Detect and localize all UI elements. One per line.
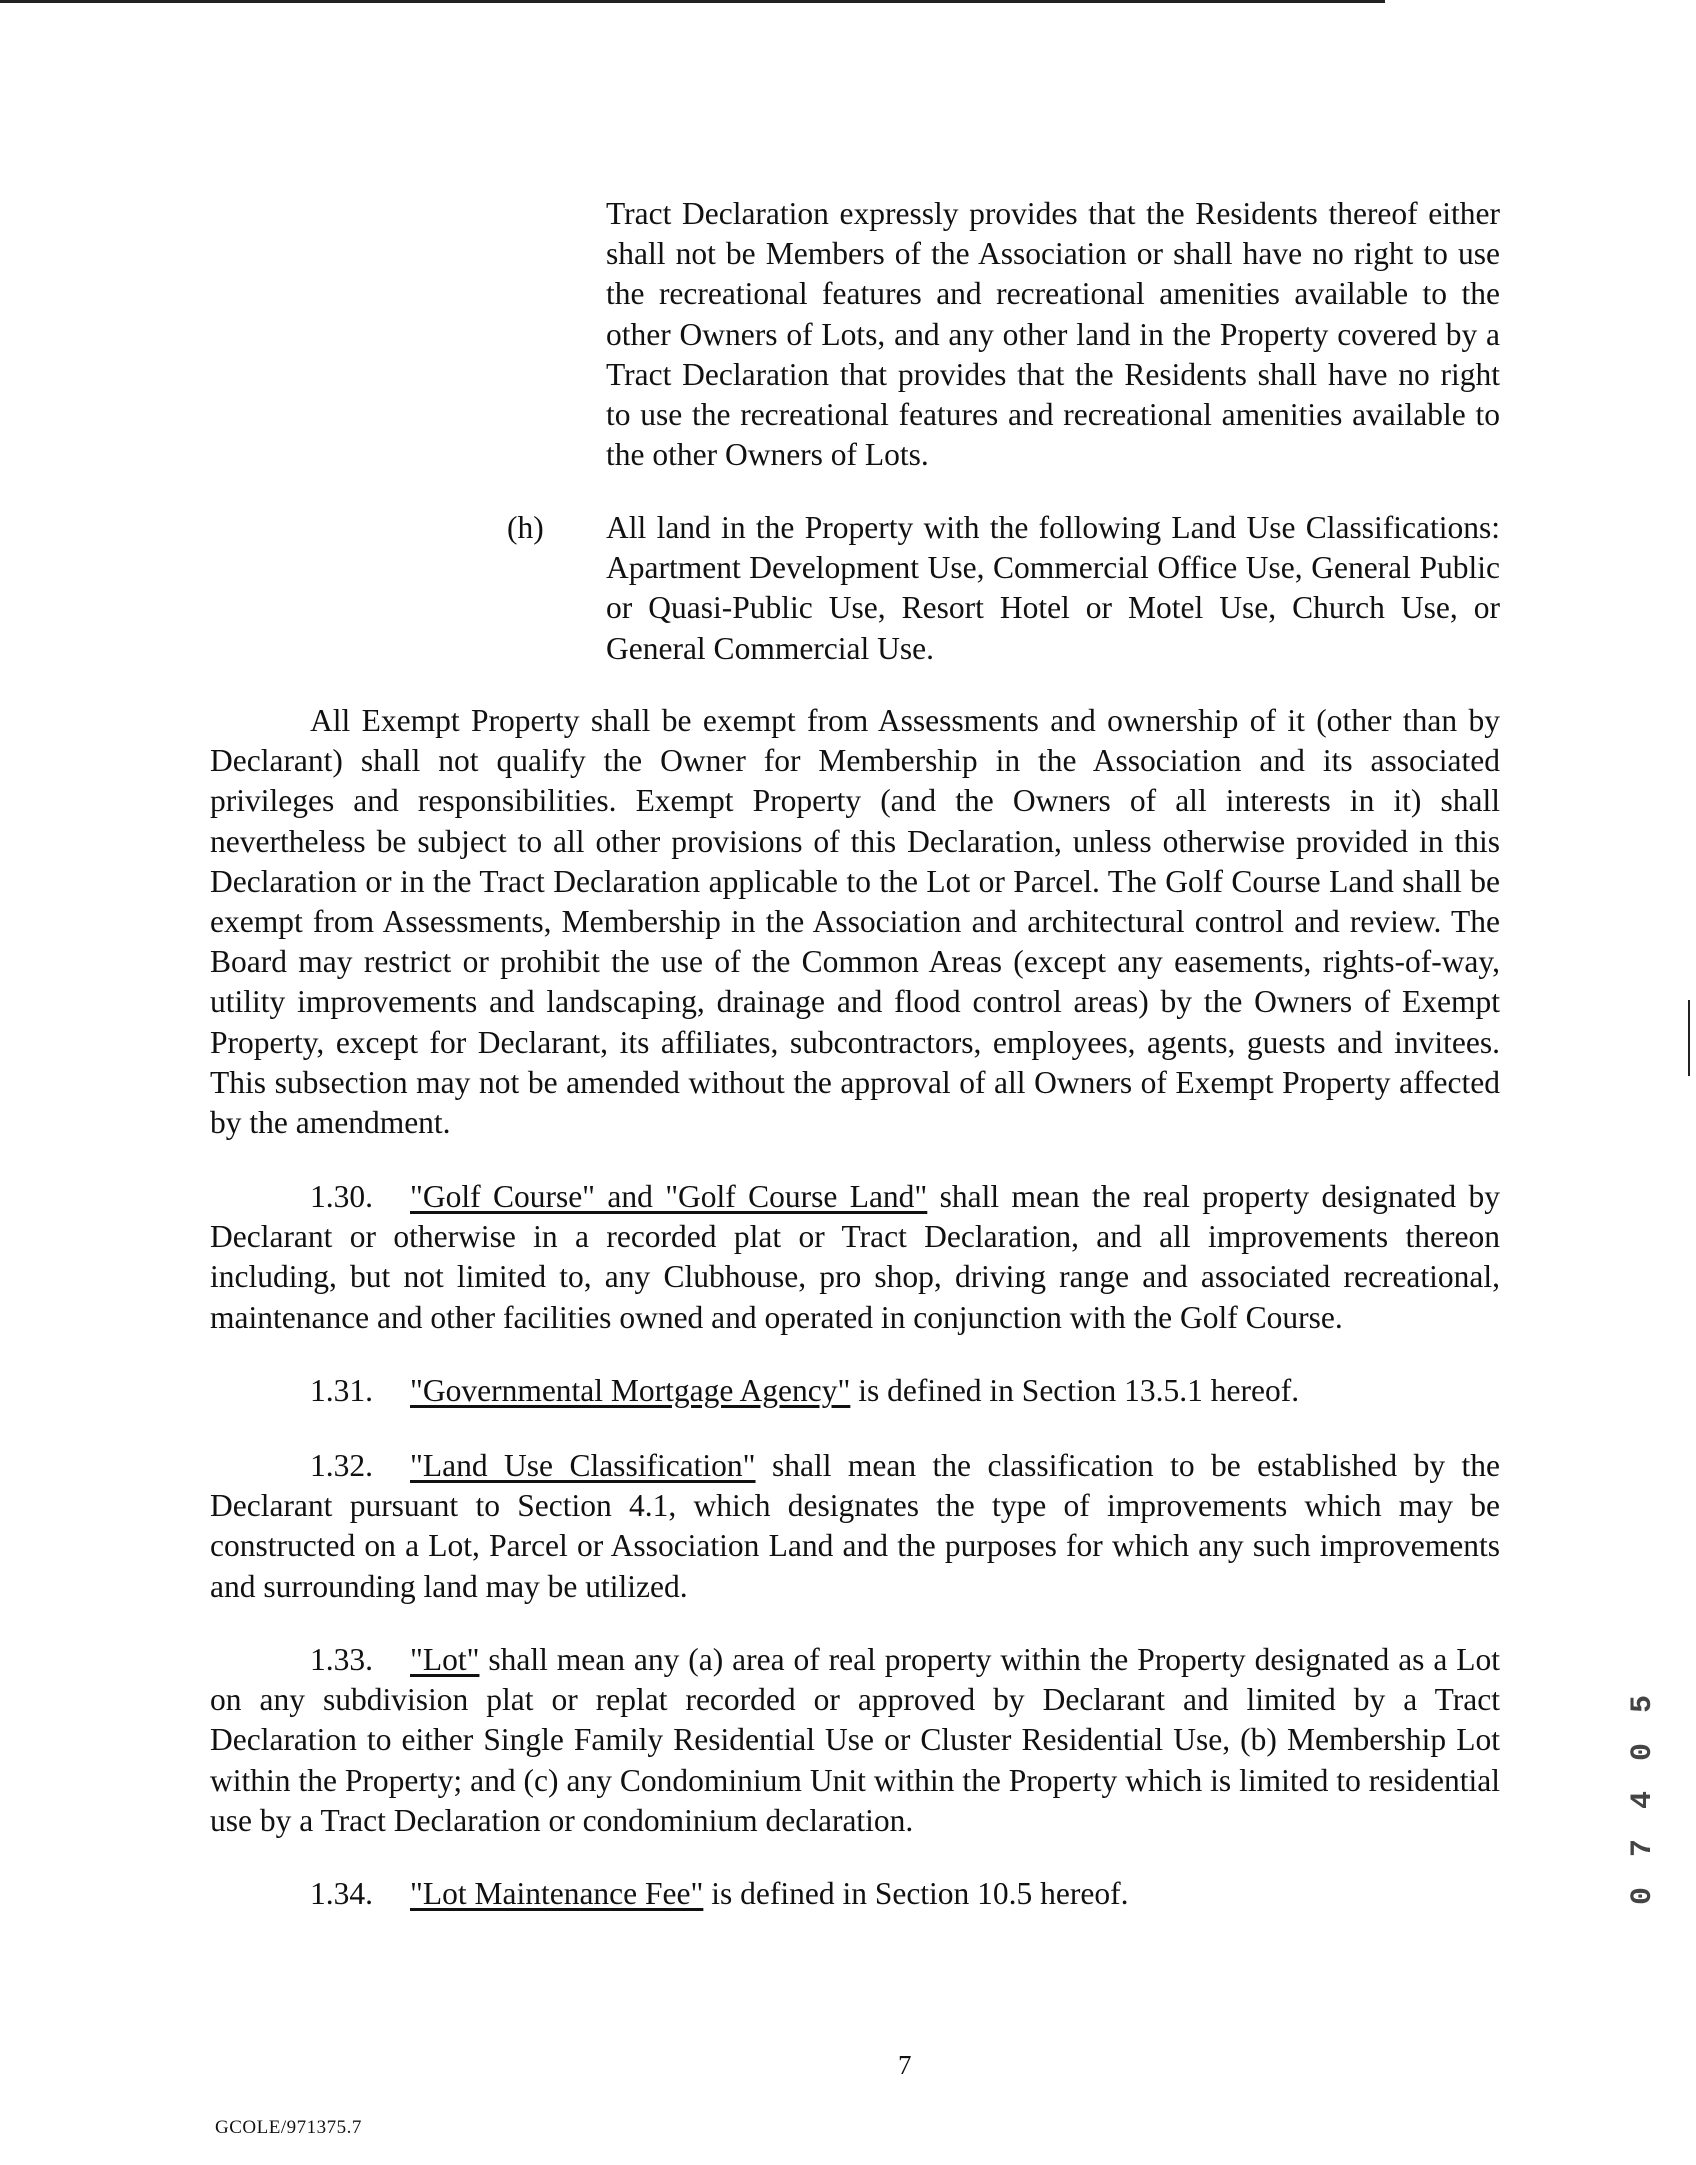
defined-term: "Golf Course" and "Golf Course Land" (410, 1179, 928, 1214)
exempt-property-paragraph: All Exempt Property shall be exempt from Assessments and ownership of it (other than by Declarant) shall not qualify the Owner for Membership in the Association and its associated privileges and responsibilities. Exempt Property (and the Owners of all interests in it) shall nevertheless be subject to all other provisions of this Declaration, unless otherwise provided in this Declaration or in the Tract Declaration applicable to the Lot or Parcel. The Golf Course Land shall be exempt from Assessments, Membership in the Association and architectural control and review. The Board may restrict or prohibit the use of the Common Areas (except any easements, rights-of-way, utility improvements and landscaping, drainage and flood control areas) by the Owners of Exempt Property, except for Declarant, its affiliates, subcontractors, employees, agents, guests and invitees. This subsection may not be amended without the approval of all Owners of Exempt Property affected by the amendment. (210, 703, 1500, 1141)
definition-1-30 (210, 1177, 1500, 1338)
definition-1-32 (210, 1446, 1500, 1607)
definition-text: shall mean the classification to be established by the Declarant pursuant to Section 4.1, which designates the type of improvements which may be constructed on a Lot, Parcel or Association Land and the purposes for which any such improvements and surrounding land may be utilized. (210, 1448, 1501, 1604)
definition-text: shall mean any (a) area of real property within the Property designated as a Lot on any subdivision plat or replat recorded or approved by Declarant and limited by a Tract Declaration to either Single Family Residential Use or Cluster Residential Use, (b) Membership Lot within the Property; and (c) any Condominium Unit within the Property which is limited to residential use by a Tract Declaration or condominium declaration. (210, 1642, 1500, 1838)
section-number: 1.34. (310, 1876, 373, 1911)
page-number: 7 (898, 2050, 912, 2080)
definition-text: is defined in Section 13.5.1 hereof. (850, 1373, 1300, 1408)
item-h-text: All land in the Property with the following Land Use Classifications: Apartment Development Use, Commercial Office Use, General Public or Quasi-Public Use, Resort Hotel or Motel Use, Church Use, or General Commercial Use. (606, 510, 1500, 666)
scan-edge-mark (1688, 1000, 1690, 1060)
definition-1-33 (210, 1640, 1500, 1841)
definition-1-31 (210, 1371, 1500, 1411)
definition-text: is defined in Section 10.5 hereof. (703, 1876, 1129, 1911)
definition-1-34 (210, 1874, 1500, 1914)
defined-term: "Land Use Classification" (410, 1448, 756, 1483)
section-number: 1.32. (310, 1448, 373, 1483)
side-stamp-text: 07405 (1626, 1664, 1660, 1905)
section-number: 1.33. (310, 1642, 373, 1677)
section-number: 1.30. (310, 1179, 373, 1214)
section-number: 1.31. (310, 1373, 373, 1408)
side-bates-stamp (1620, 1585, 1666, 1905)
item-h-marker: (h) (507, 510, 544, 545)
definition-text: shall mean the real property designated by Declarant or otherwise in a recorded plat or Tract Declaration, and all improvements thereon including, but not limited to, any Clubhouse, pro shop, driving range and associated recreational, maintenance and other facilities owned and operated in conjunction with the Golf Course. (210, 1179, 1500, 1335)
defined-term: "Lot" (410, 1642, 480, 1677)
continuation-paragraph: Tract Declaration expressly provides that the Residents thereof either shall not be Members of the Association or shall have no right to use the recreational features and recreational amenities available to the other Owners of Lots, and any other land in the Property covered by a Tract Declaration that provides that the Residents shall have no right to use the recreational features and recreational amenities available to the other Owners of Lots. (606, 196, 1500, 473)
defined-term: "Lot Maintenance Fee" (410, 1876, 704, 1911)
defined-term: "Governmental Mortgage Agency" (410, 1373, 851, 1408)
scan-edge-mark (1688, 1060, 1690, 1076)
document-id: GCOLE/971375.7 (215, 2117, 362, 2138)
scan-top-border (0, 0, 1385, 3)
